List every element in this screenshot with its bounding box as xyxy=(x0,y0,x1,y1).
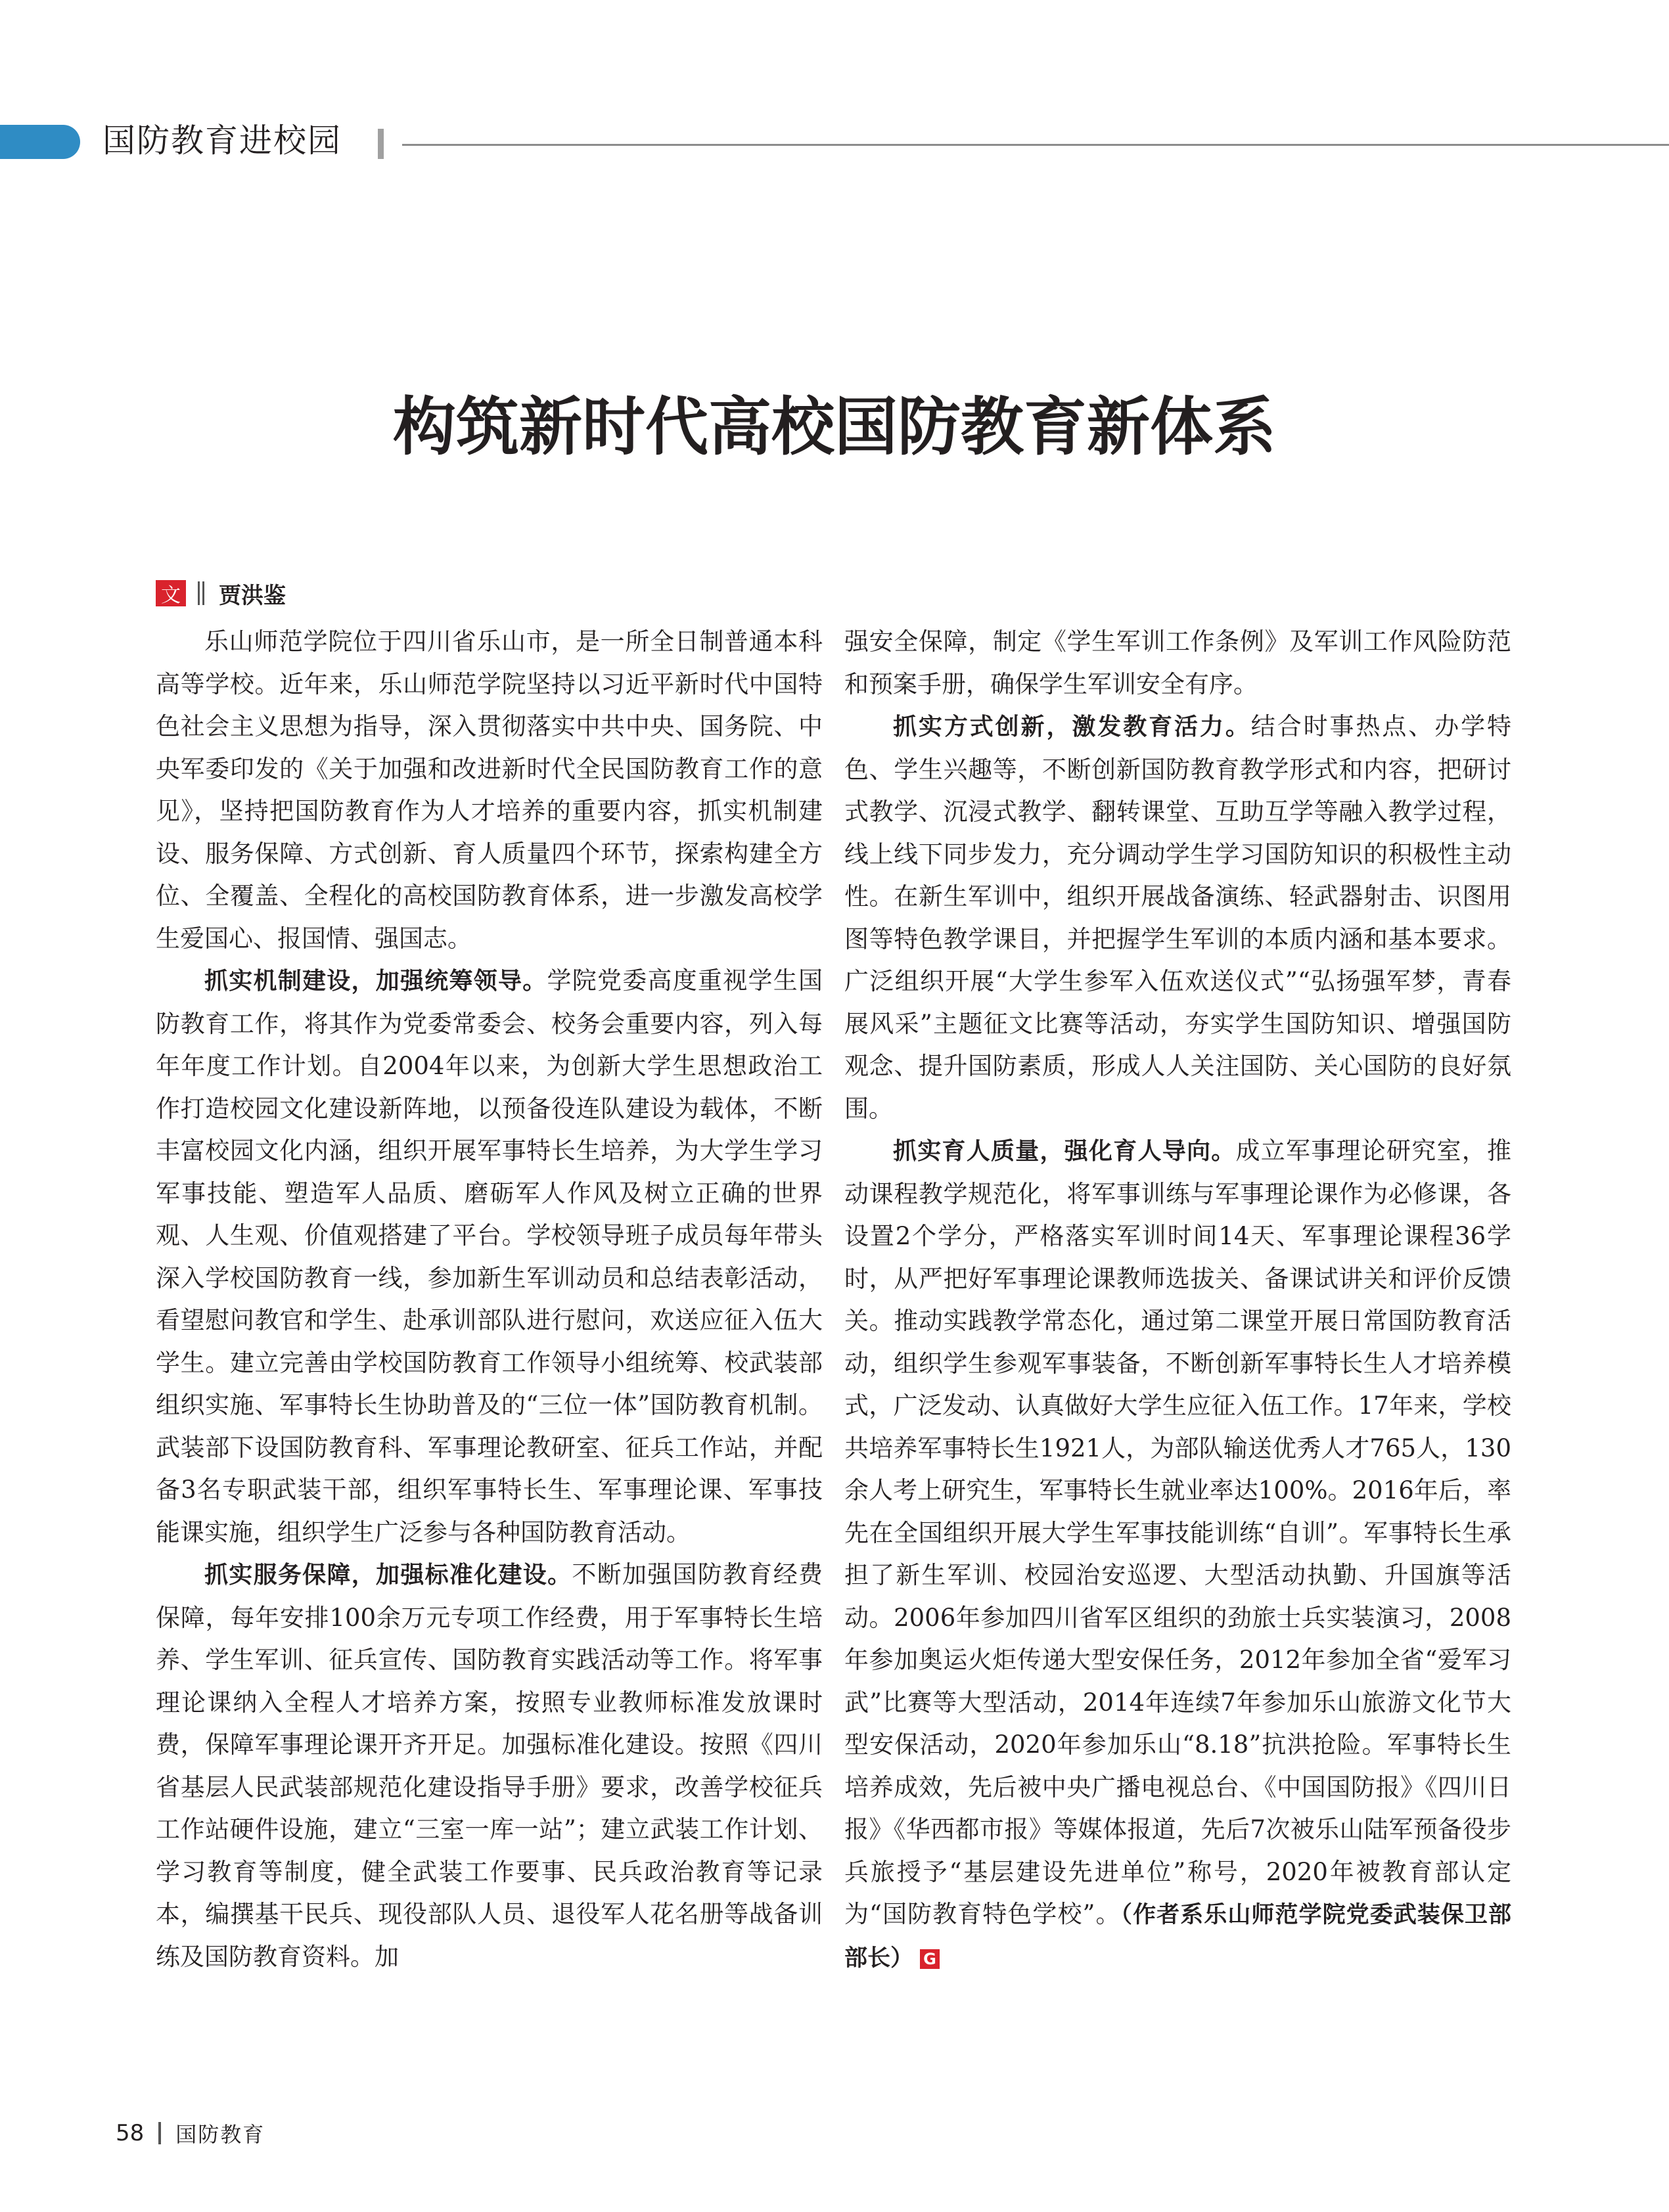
author-note: （作者系乐山师范学院党委武装保卫部部长） xyxy=(844,1902,1511,1972)
byline-author: 贾洪鉴 xyxy=(219,582,286,609)
paragraph-service-continued xyxy=(844,621,1511,706)
footer-divider xyxy=(158,2122,161,2144)
paragraph-intro xyxy=(156,621,823,960)
paragraph-mechanism xyxy=(156,960,823,1554)
paragraph-lead: 抓实方式创新，激发教育活力。 xyxy=(893,713,1251,740)
paragraph-lead: 抓实机制建设，加强统筹领导。 xyxy=(204,968,547,995)
article-column-right xyxy=(844,621,1511,1979)
paragraph-text: 结合时事热点、办学特色、学生兴趣等，不断创新国防教育教学形式和内容，把研讨式教学、沉浸式教学、翻转课堂、互助互学等融入教学过程，线上线下同步发力，充分调动学生学习国防知识的积极性主动性。在新生军训中，组织开展战备演练、轻武器射击、识图用图等特色教学课目，并把握学生军训的本质内涵和基本要求。广泛组织开展“大学生参军入伍欢送仪式”“弘扬强军梦，青春展风采”主题征文比赛等活动，夯实学生国防知识、增强国防观念、提升国防素质，形成人人关注国防、关心国防的良好氛围。 xyxy=(844,712,1511,1123)
paragraph-text: 学院党委高度重视学生国防教育工作，将其作为党委常委会、校务会重要内容，列入每年年度工作计划。自2004年以来，为创新大学生思想政治工作打造校园文化建设新阵地，以预备役连队建设为载体，不断丰富校园文化内涵，组织开展军事特长生培养，为大学生学习军事技能、塑造军人品质、磨砺军人作风及树立正确的世界观、人生观、价值观搭建了平台。学校领导班子成员每年带头深入学校国防教育一线，参加新生军训动员和总结表彰活动，看望慰问教官和学生、赴承训部队进行慰问，欢送应征入伍大学生。建立完善由学校国防教育工作领导小组统筹、校武装部组织实施、军事特长生协助普及的“三位一体”国防教育机制。武装部下设国防教育科、军事理论教研室、征兵工作站，并配备3名专职武装干部，组织军事特长生、军事理论课、军事技能课实施，组织学生广泛参与各种国防教育活动。 xyxy=(156,966,823,1546)
paragraph-lead: 抓实服务保障，加强标准化建设。 xyxy=(204,1562,572,1589)
publication-title: 国防教育 xyxy=(175,2122,265,2147)
page-number: 58 xyxy=(116,2120,145,2146)
paragraph-method xyxy=(844,706,1511,1130)
section-title-divider xyxy=(378,129,384,159)
byline-mark: 文 xyxy=(156,580,186,606)
article-title: 构筑新时代高校国防教育新体系 xyxy=(393,390,1276,464)
paragraph-service xyxy=(156,1554,823,1978)
article-column-left xyxy=(156,621,823,1978)
end-mark-icon: G xyxy=(920,1949,940,1969)
page-footer xyxy=(116,2117,265,2150)
paragraph-quality xyxy=(844,1130,1511,1979)
byline-divider xyxy=(198,581,204,605)
header-rule xyxy=(402,144,1669,146)
paragraph-text: 成立军事理论研究室，推动课程教学规范化，将军事训练与军事理论课作为必修课，各设置2个学分，严格落实军训时间14天、军事理论课程36学时，从严把好军事理论课教师选拔关、备课试讲关和评价反馈关。推动实践教学常态化，通过第二课堂开展日常国防教育活动，组织学生参观军事装备，不断创新军事特长生人才培养模式，广泛发动、认真做好大学生应征入伍工作。17年来，学校共培养军事特长生1921人，为部队输送优秀人才765人，130余人考上研究生，军事特长生就业率达100%。2016年后，率先在全国组织开展大学生军事技能训练“自训”。军事特长生承担了新生军训、校园治安巡逻、大型活动执勤、升国旗等活动。2006年参加四川省军区组织的劲旅士兵实装演习，2008年参加奥运火炬传递大型安保任务，2012年参加全省“爱军习武”比赛等大型活动，2014年连续7年参加乐山旅游文化节大型安保活动，2020年参加乐山“8.18”抗洪抢险。军事特长生培养成效，先后被中央广播电视总台、《中国国防报》《四川日报》《华西都市报》等媒体报道，先后7次被乐山陆军预备役步兵旅授予“基层建设先进单位”称号，2020年被教育部认定为“国防教育特色学校”。 xyxy=(844,1137,1511,1928)
section-title: 国防教育进校园 xyxy=(103,122,342,160)
paragraph-text: 不断加强国防教育经费保障，每年安排100余万元专项工作经费，用于军事特长生培养、学生军训、征兵宣传、国防教育实践活动等工作。将军事理论课纳入全程人才培养方案，按照专业教师标准发放课时费，保障军事理论课开齐开足。加强标准化建设。按照《四川省基层人民武装部规范化建设指导手册》要求，改善学校征兵工作站硬件设施，建立“三室一库一站”；建立武装工作计划、学习教育等制度，健全武装工作要事、民兵政治教育等记录本，编撰基干民兵、现役部队人员、退役军人花名册等战备训练及国防教育资料。加 xyxy=(156,1560,823,1971)
paragraph-lead: 抓实育人质量，强化育人导向。 xyxy=(893,1138,1236,1165)
byline xyxy=(156,578,286,608)
paragraph-text: 强安全保障，制定《学生军训工作条例》及军训工作风险防范和预案手册，确保学生军训安全有序。 xyxy=(844,627,1511,698)
paragraph-text: 乐山师范学院位于四川省乐山市，是一所全日制普通本科高等学校。近年来，乐山师范学院坚持以习近平新时代中国特色社会主义思想为指导，深入贯彻落实中共中央、国务院、中央军委印发的《关于加强和改进新时代全民国防教育工作的意见》，坚持把国防教育作为人才培养的重要内容，抓实机制建设、服务保障、方式创新、育人质量四个环节，探索构建全方位、全覆盖、全程化的高校国防教育体系，进一步激发高校学生爱国心、报国情、强国志。 xyxy=(156,627,823,953)
section-tab xyxy=(0,125,80,159)
